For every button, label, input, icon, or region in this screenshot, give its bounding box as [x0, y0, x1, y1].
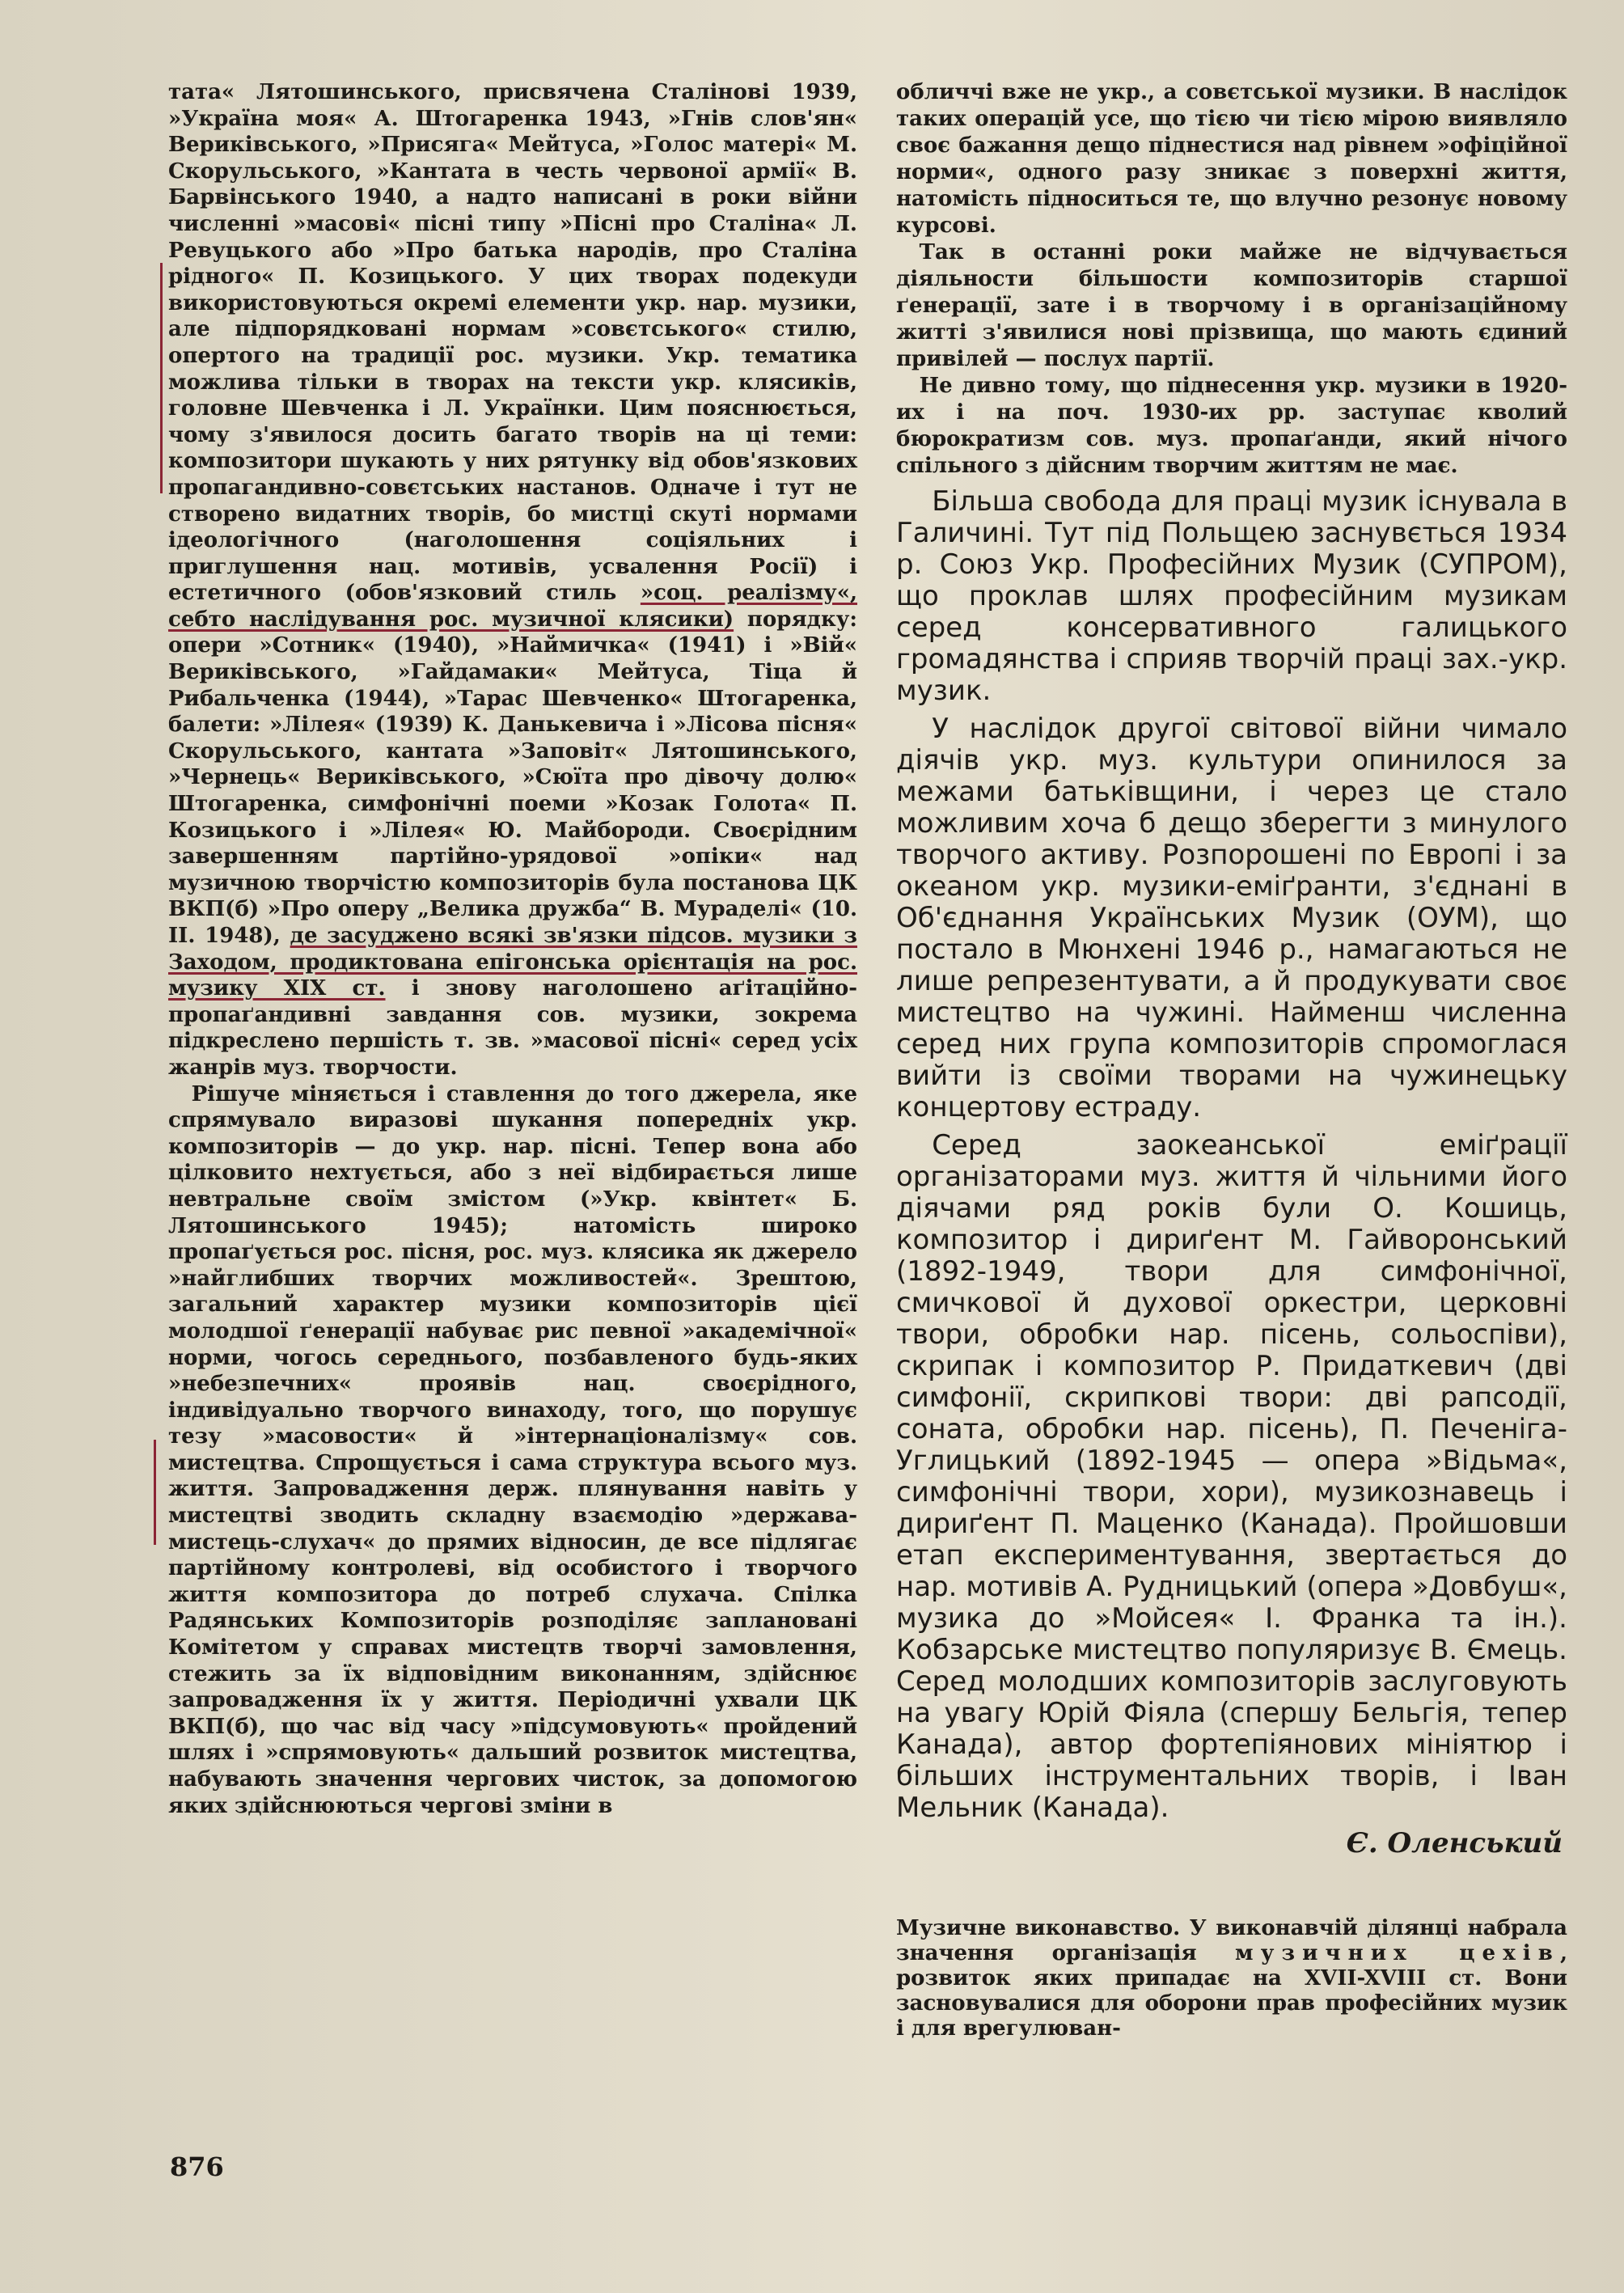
- paragraph: тата« Лятошинського, присвячена Сталінові 1939, »Україна моя« А. Штогаренка 1943, »Гнів слов'ян« Вериківського, »Присяга« Мейтуса, »Голос матері« М. Скорульського, »Кантата в честь червоної армії« В. Барвінського 1940, а надто написані в роки війни численні »масові« пісні типу »Пісні про Сталіна« Л. Ревуцького або »Про батька народів, про Сталіна рідного« П. Козицького. У цих творах подекуди використовуються окремі елементи укр. нар. музики, але підпорядковані нормам »совєтського« стилю, опертого на традиції рос. музики. Укр. тематика можлива тільки в творах на тексти укр. клясиків, головне Шевченка і Л. Українки. Цим пояснюється, чому з'явилося досить багато творів на ці теми: композитори шукають у них рятунку від обов'язкових пропагандивно-совєтських настанов. Одначе і тут не створено видатних творів, бо мистці скуті нормами ідеологічного (наголошення соціяльних і приглушення нац. мотивів, усвалення Росії) і естетичного (обов'язковий стиль »соц. реалізму«, себто наслідування рос. музичної клясики) порядку: опери »Сотник« (1940), »Наймичка« (1941) і »Вій« Вериківського, »Гайдамаки« Мейтуса, Тіца й Рибальченка (1944), »Тарас Шевченко« Штогаренка, балети: »Лілея« (1939) К. Данькевича і »Лісова пісня« Скорульського, кантата »Заповіт« Лятошинського, »Чернець« Вериківського, »Сюїта про дівочу долю« Штогаренка, симфонічні поеми »Козак Голота« П. Козицького і »Лілея« Ю. Майбороди. Своєрідним завершенням партійно-урядової »опіки« над музичною творчістю композиторів була постанова ЦК ВКП(б) »Про оперу „Велика дружба“ В. Мураделі« (10. II. 1948), де засуджено всякі зв'язки підсов. музики з Заходом, продиктована епігонська орієнтація на рос. музику XIX ст. і знову наголошено аґітаційно-пропаґандивні завдання сов. музики, зокрема підкреслено першість т. зв. »масової пісні« серед усіх жанрів муз. творчости.: [168, 80, 857, 1080]
- paragraph: Серед заокеанської еміґрації організаторами муз. життя й чільними його діячами ряд років були О. Кошиць, композитор і дириґент М. Гайворонський (1892-1949, твори для симфонічної, смичкової й духової оркестри, церковні твори, обробки нар. пісень, сольоспіви), скрипак і композитор Р. Придаткевич (дві симфонії, скрипкові твори: дві рапсодії, соната, обробки нар. пісень), П. Печеніга-Углицький (1892-1945 — опера »Відьма«, симфонічні твори, хори), музикознавець і дириґент П. Маценко (Канада). Пройшовши етап експериментування, звертається до нар. мотивів А. Рудницький (опера »Довбуш«, музика до »Мойсея« І. Франка та ін.). Кобзарське мистецтво популяризує В. Ємець. Серед молодших композиторів заслуговують на увагу Юрій Фіяла (спершу Бельгія, тепер Канада), автор фортепіянових мініятюр і більших інструментальних творів, і Іван Мельник (Канада).: [896, 1129, 1567, 1824]
- paragraph: Рішуче міняється і ставлення до того джерела, яке спрямувало виразові шукання попередніх укр. композиторів — до укр. нар. пісні. Тепер вона або цілковито нехтується, або з неї відбирається лише невтральне своїм змістом (»Укр. квінтет« Б. Лятошинського 1945); натомість широко пропаґується рос. пісня, рос. муз. клясика як джерело »найглибших творчих можливостей«. Зрештою, загальний характер музики композиторів цієї молодшої ґенерації набуває рис певної »академічної« норми, чогось середнього, позбавленого будь-яких »небезпечних« проявів нац. своєрідного, індивідуально творчого винаходу, того, що порушує тезу »масовости« й »інтернаціоналізму« сов. мистецтва. Спрощується і сама структура всього муз. життя. Запровадження держ. плянування навіть у мистецтві зводить складну взаємодію »держава-мистець-слухач« до прямих відносин, де все підлягає партійному контролеві, від особистого і творчого життя композитора до потреб слухача. Спілка Радянських Композиторів розподіляє заплановані Комітетом у справах мистецтв творчі замовлення, стежить за їх відповідним виконанням, здійснює запровадження їх у життя. Періодичні ухвали ЦК ВКП(б), що час від часу »підсумовують« пройдений шлях і »спрямовують« дальший розвиток мистецтва, набувають значення чергових чисток, за допомогою яких здійснюються чергові зміни в: [168, 1081, 857, 1818]
- underlined-passage: де засуджено всякі зв'язки підсов. музики з Заходом, продиктована епігонська орієнтація на рос. музику XIX ст.: [168, 924, 857, 1001]
- paragraph: Більша свобода для праці музик існувала в Галичині. Тут під Польщею заснувється 1934 р. Союз Укр. Професійних Музик (СУПРОМ), що проклав шлях професійним музикам серед консервативного галицького громадянства і сприяв творчій праці зах.-укр. музик.: [896, 485, 1567, 707]
- underlined-passage: »соц. реалізму«, себто наслідування рос. музичної клясики): [168, 581, 857, 632]
- section-heading: Музичне виконавство.: [896, 1916, 1181, 1940]
- left-column: [168, 79, 857, 1819]
- paragraph: обличчі вже не укр., а совєтської музики. В наслідок таких операцій усе, що тією чи тією мірою виявляло своє бажання дещо піднестися над рівнем »офіційної норми«, одного разу зникає з поверхні життя, натомість підноситься те, що влучно резонує новому курсові.: [896, 80, 1567, 238]
- right-column: [896, 79, 1567, 2041]
- paragraph: Не дивно тому, що піднесення укр. музики в 1920-их і на поч. 1930-их рр. заступає кволий бюрократизм сов. муз. пропаґанди, який нічого спільного з дійсним творчим життям не має.: [896, 374, 1567, 478]
- section-start: Музичне виконавство. У виконавчій ділянці набрала значення організація музичних цехів, розвиток яких припадає на XVII-XVIII ст. Вони засновувалися для оборони прав професійних музик і для врегулюван-: [896, 1916, 1567, 2041]
- margin-mark: [160, 263, 163, 493]
- paragraph: У наслідок другої світової війни чимало діячів укр. муз. культури опинилося за межами батьківщини, і через це стало можливим хоча б дещо зберегти з минулого творчого активу. Розпорошені по Европі і за океаном укр. музики-еміґранти, з'єднані в Об'єднання Українських Музик (ОУМ), що постало в Мюнхені 1946 р., намагаються не лише репрезентувати, а й продукувати своє мистецтво на чужині. Найменш численна серед них група композиторів спромоглася вийти із своїми творами на чужинецьку концертову естраду.: [896, 713, 1567, 1123]
- paragraph: Так в останні роки майже не відчувається діяльности більшости композиторів старшої ґенерації, зате і в творчому і в організаційному житті з'явилися нові прізвища, що мають єдиний привілей — послух партії.: [896, 240, 1567, 371]
- page-number: 876: [170, 2151, 224, 2182]
- margin-mark: [154, 1440, 156, 1545]
- author-signature: Є. Оленський: [1346, 1827, 1563, 1859]
- spaced-emphasis: музичних цехів: [1235, 1941, 1560, 1965]
